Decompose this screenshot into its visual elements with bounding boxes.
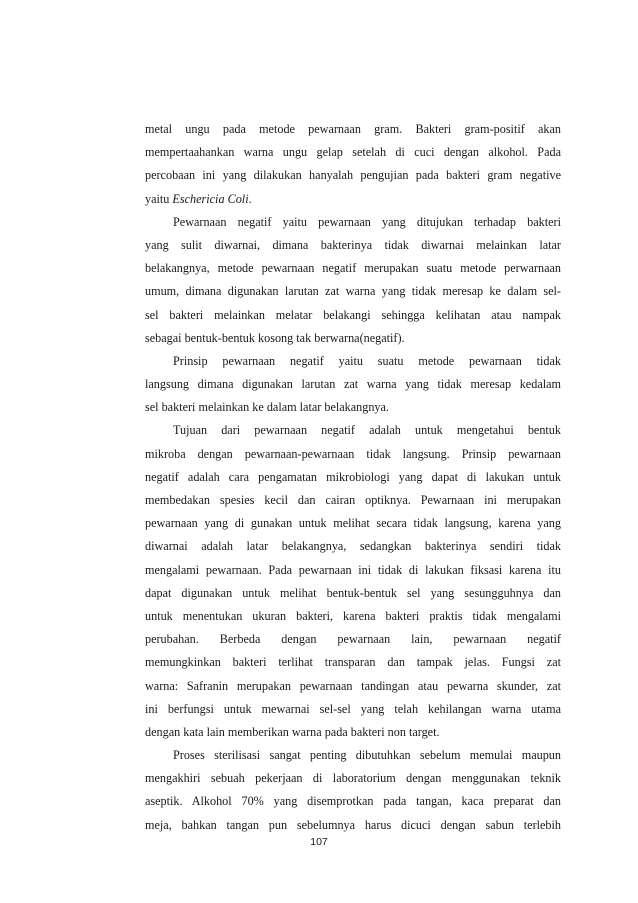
text-line: meja, bahkan tangan pun sebelumnya harus dicuci dengan sabun terlebih: [145, 817, 561, 832]
text-line: ini berfungsi untuk mewarnai sel-sel yang telah kehilangan warna utama: [145, 701, 561, 716]
text-line: negatif adalah cara pengamatan mikrobiologi yang dapat di lakukan untuk: [145, 469, 561, 484]
text-line: metal ungu pada metode pewarnaan gram. Bakteri gram-positif akan: [145, 122, 561, 136]
text-line: warna: Safranin merupakan pewarnaan tandingan atau pewarna skunder, zat: [145, 678, 561, 693]
text-line: umum, dimana digunakan larutan zat warna yang tidak meresap ke dalam sel-: [145, 284, 561, 299]
text-line: mikroba dengan pewarnaan-pewarnaan tidak langsung. Prinsip pewarnaan: [145, 446, 561, 461]
paragraph-start-line: Proses sterilisasi sangat penting dibutuhkan sebelum memulai maupun: [173, 748, 561, 763]
text-line: dengan kata lain memberikan warna pada bakteri non target.: [145, 724, 440, 739]
text-line: mengakhiri sebuah pekerjaan di laboratorium dengan menggunakan teknik: [145, 771, 561, 786]
text-fragment: .: [248, 191, 252, 206]
text-line: mengalami pewarnaan. Pada pewarnaan ini tidak di lakukan fiksasi karena itu: [145, 562, 561, 577]
text-line: mempertaahankan warna ungu gelap setelah di cuci dengan alkohol. Pada: [145, 145, 561, 160]
text-line: membedakan spesies kecil dan cairan optiknya. Pewarnaan ini merupakan: [145, 493, 561, 507]
paragraph-start-line: Tujuan dari pewarnaan negatif adalah untuk mengetahui bentuk: [173, 423, 561, 438]
text-line: sel bakteri melainkan ke dalam latar belakangnya.: [145, 400, 389, 415]
species-name: Eschericia Coli: [172, 191, 249, 206]
paragraph-start-line: Pewarnaan negatif yaitu pewarnaan yang ditujukan terhadap bakteri: [173, 214, 561, 229]
page-number: 107: [310, 836, 328, 848]
text-line: [145, 188, 561, 211]
text-line: perubahan. Berbeda dengan pewarnaan lain, pewarnaan negatif: [145, 632, 561, 647]
text-line: pewarnaan yang di gunakan untuk melihat secara tidak langsung, karena yang: [145, 516, 561, 531]
text-line: aseptik. Alkohol 70% yang disemprotkan pada tangan, kaca preparat dan: [145, 794, 561, 809]
text-line: diwarnai adalah latar belakangnya, sedangkan bakterinya sendiri tidak: [145, 539, 561, 554]
body-text: [145, 118, 561, 837]
text-line: sel bakteri melainkan melatar belakangi sehingga kelihatan atau nampak: [145, 307, 561, 322]
text-line: sebagai bentuk-bentuk kosong tak berwarna(negatif).: [145, 330, 405, 345]
paragraph-start-line: Prinsip pewarnaan negatif yaitu suatu metode pewarnaan tidak: [173, 353, 561, 368]
text-fragment: yaitu: [145, 191, 173, 206]
text-line: dapat digunakan untuk melihat bentuk-bentuk sel yang sesungguhnya dan: [145, 585, 561, 600]
text-line: memungkinkan bakteri terlihat transparan dan tampak jelas. Fungsi zat: [145, 655, 561, 670]
text-line: belakangnya, metode pewarnaan negatif merupakan suatu metode perwarnaan: [145, 261, 561, 276]
text-line: percobaan ini yang dilakukan hanyalah pengujian pada bakteri gram negative: [145, 168, 561, 183]
text-line: yang sulit diwarnai, dimana bakterinya tidak diwarnai melainkan latar: [145, 237, 561, 252]
text-line: untuk menentukan ukuran bakteri, karena bakteri praktis tidak mengalami: [145, 608, 561, 623]
text-line: langsung dimana digunakan larutan zat warna yang tidak meresap kedalam: [145, 377, 561, 392]
